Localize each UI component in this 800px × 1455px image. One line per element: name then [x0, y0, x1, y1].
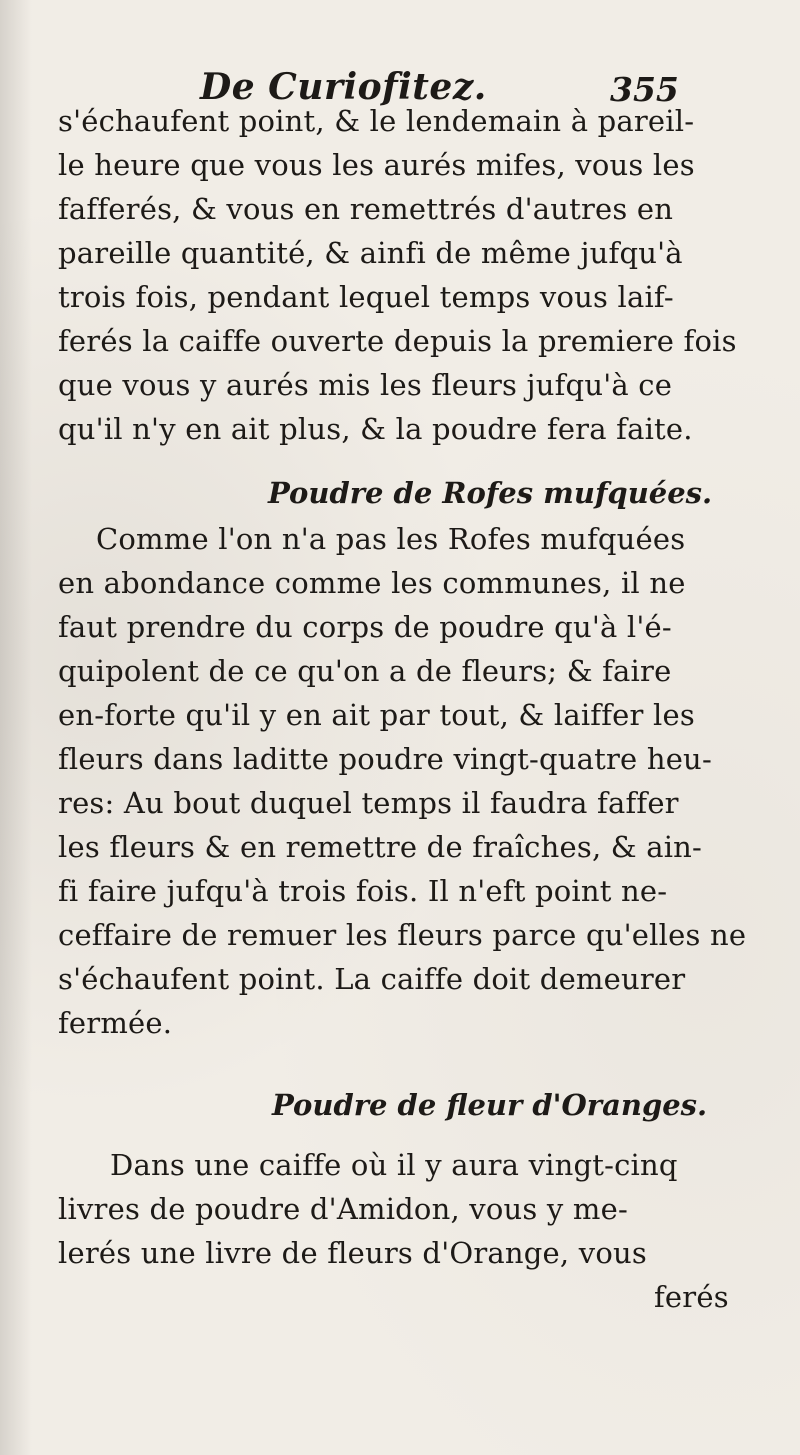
text-line: ferés la caiffe ouverte depuis la premiere fois	[58, 324, 737, 358]
text-line: trois fois, pendant lequel temps vous laif-	[58, 280, 674, 314]
page-number: 355	[610, 70, 679, 109]
text-line: quipolent de ce qu'on a de fleurs; & faire	[58, 654, 672, 688]
text-line: res: Au bout duquel temps il faudra faffer	[58, 786, 679, 820]
section-heading: Poudre de Rofes mufquées.	[268, 476, 713, 510]
text-line: fleurs dans laditte poudre vingt-quatre heu-	[58, 742, 712, 776]
text-line: fermée.	[58, 1006, 173, 1040]
text-line: s'échaufent point, & le lendemain à pareil-	[58, 104, 695, 138]
text-line: en-forte qu'il y en ait par tout, & laiffer les	[58, 698, 695, 732]
text-line: en abondance comme les communes, il ne	[58, 566, 686, 600]
text-line: s'échaufent point. La caiffe doit demeurer	[58, 962, 686, 996]
text-line: Comme l'on n'a pas les Rofes mufquées	[96, 522, 686, 556]
text-line: le heure que vous les aurés mifes, vous les	[58, 148, 695, 182]
text-line: les fleurs & en remettre de fraîches, & ain-	[58, 830, 703, 864]
text-line: livres de poudre d'Amidon, vous y me-	[58, 1192, 628, 1226]
text-line: fafferés, & vous en remettrés d'autres en	[58, 192, 674, 226]
catchword: ferés	[654, 1280, 729, 1314]
text-line: lerés une livre de fleurs d'Orange, vous	[58, 1236, 647, 1270]
section-heading: Poudre de fleur d'Oranges.	[272, 1088, 708, 1122]
text-line: Dans une caiffe où il y aura vingt-cinq	[110, 1148, 678, 1182]
running-head-title: De Curiofitez.	[200, 66, 487, 108]
text-line: fi faire jufqu'à trois fois. Il n'eft point ne-	[58, 874, 668, 908]
text-line: ceffaire de remuer les fleurs parce qu'elles ne	[58, 918, 747, 952]
text-line: que vous y aurés mis les fleurs jufqu'à ce	[58, 368, 673, 402]
text-line: qu'il n'y en ait plus, & la poudre fera faite.	[58, 412, 693, 446]
text-line: faut prendre du corps de poudre qu'à l'é-	[58, 610, 672, 644]
text-line: pareille quantité, & ainfi de même jufqu'à	[58, 236, 683, 270]
page-gutter-shadow	[0, 0, 32, 1455]
